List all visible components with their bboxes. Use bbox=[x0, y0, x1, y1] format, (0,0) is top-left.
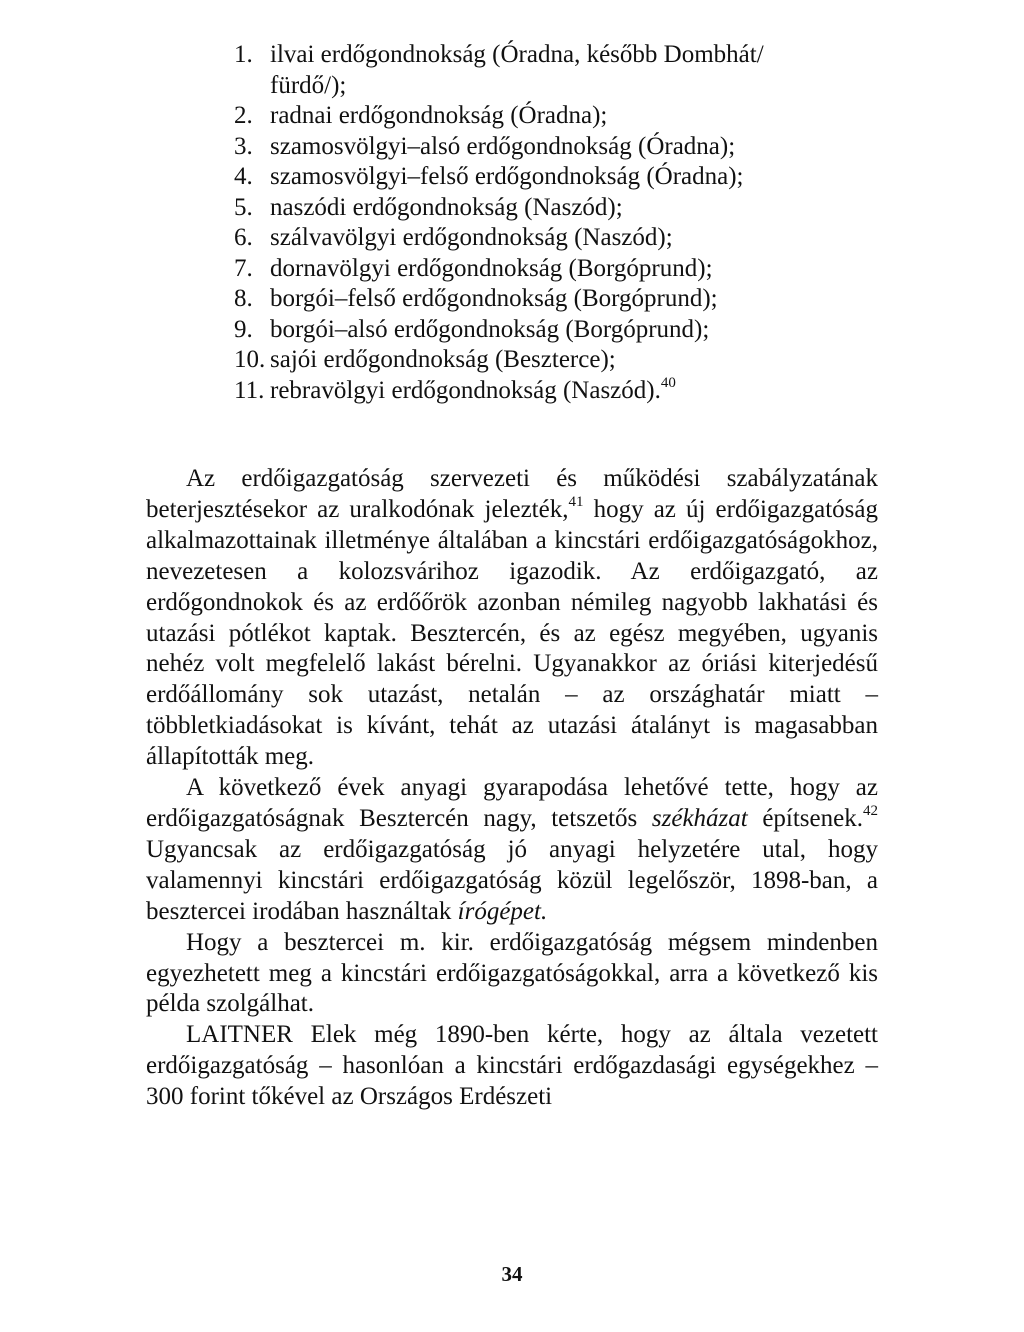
list-item-number: 9. bbox=[234, 315, 253, 343]
footnote-ref-41: 41 bbox=[568, 493, 584, 510]
list-item-text bbox=[270, 376, 878, 407]
paragraph-1 bbox=[146, 464, 878, 773]
list-item bbox=[234, 101, 878, 132]
page-number: 34 bbox=[501, 1262, 523, 1286]
paragraph-2-italic-term-2: írógépet. bbox=[457, 897, 548, 925]
list-item-text: szálvavölgyi erdőgondnokság (Naszód); bbox=[270, 224, 673, 251]
list-item bbox=[234, 40, 878, 101]
list-item-text: radnai erdőgondnokság (Óradna); bbox=[270, 102, 608, 129]
list-item-number: 1. bbox=[234, 41, 253, 68]
list-item-text: szamosvölgyi–alsó erdőgondnokság (Óradna); bbox=[270, 132, 736, 160]
list-item bbox=[234, 223, 878, 254]
list-item-text: szamosvölgyi–felső erdőgondnokság (Óradna); bbox=[270, 163, 744, 190]
paragraph-4: LAITNER Elek még 1890-ben kérte, hogy az általa vezetett erdőigazgatóság – hasonlóan a kincstári erdőgazdasági egységekhez – 300 forint tőkével az Országos Erdészeti bbox=[146, 1021, 878, 1111]
list-item bbox=[234, 254, 878, 285]
body-text bbox=[146, 464, 878, 1113]
paragraph-1-part-b: hogy az új erdőigazgatóság alkalmazottainak illetménye általában a kincstári erdőigazgatóságokhoz, nevezetesen a kolozsvárihoz igazodik. Az erdőigazgató, az erdőgondnokok és az erdőőrök azonban némileg nagyobb lakhatási és utazási pótlékot kaptak. Besztercén, és az egész megyében, ugyanis nehéz volt megfelelő lakást bérelni. Ugyanakkor az óriási kiterjedésű erdőállomány sok utazást, netalán – az országhatár miatt – többletkiadásokat is kívánt, tehát az utazási átalányt is magasabban állapították meg. bbox=[146, 495, 878, 771]
paragraph-1-part-a: Az erdőigazgatóság szervezeti és működési szabályzatának beterjesztésekor az uralkodónak jelezték, bbox=[146, 465, 878, 523]
list-item bbox=[234, 376, 878, 407]
list-item-text: borgói–felső erdőgondnokság (Borgóprund); bbox=[270, 285, 718, 312]
list-item-number: 4. bbox=[234, 163, 253, 190]
list-item bbox=[234, 284, 878, 315]
paragraph-2-part-c: Ugyancsak az erdőigazgatóság jó anyagi helyzetére utal, hogy valamennyi kincstári erdőigazgatóság közül legelőször, 1898-ban, a besztercei irodában használtak bbox=[146, 835, 878, 925]
list-item-number: 10. bbox=[234, 346, 266, 373]
paragraph-2-italic-term-1: székházat bbox=[651, 804, 748, 832]
list-item bbox=[234, 315, 878, 346]
list-item-text-line2: fürdő/); bbox=[270, 71, 347, 99]
forest-district-list bbox=[234, 40, 878, 406]
paragraph-2-part-b: építsenek. bbox=[747, 804, 863, 832]
list-item-number: 6. bbox=[234, 224, 253, 251]
paragraph-3: Hogy a besztercei m. kir. erdőigazgatóság mégsem mindenben egyezhetett meg a kincstári erdőigazgatóságokkal, arra a következő kis példa szolgálhat. bbox=[146, 928, 878, 1018]
document-page bbox=[146, 0, 878, 1332]
list-item-text: dornavölgyi erdőgondnokság (Borgóprund); bbox=[270, 254, 713, 282]
list-item-text bbox=[270, 40, 878, 101]
list-item-text-line1: ilvai erdőgondnokság (Óradna, később Dombhát/ bbox=[270, 41, 764, 68]
list-item bbox=[234, 193, 878, 224]
paragraph-2-part-a: A következő évek anyagi gyarapodása lehetővé tette, hogy az erdőigazgatóságnak Besztercén nagy, tetszetős bbox=[146, 774, 878, 832]
list-item-number: 3. bbox=[234, 132, 253, 160]
list-item-number: 2. bbox=[234, 102, 253, 129]
list-item bbox=[234, 345, 878, 376]
list-item bbox=[234, 132, 878, 163]
footnote-ref-42: 42 bbox=[862, 802, 878, 819]
list-item-text: borgói–alsó erdőgondnokság (Borgóprund); bbox=[270, 315, 710, 343]
list-item-text: naszódi erdőgondnokság (Naszód); bbox=[270, 193, 623, 221]
list-item-number: 11. bbox=[234, 376, 265, 404]
list-item-number: 7. bbox=[234, 254, 253, 282]
list-item-text-main: rebravölgyi erdőgondnokság (Naszód). bbox=[270, 376, 661, 404]
paragraph-2 bbox=[146, 773, 878, 928]
list-item-text: sajói erdőgondnokság (Beszterce); bbox=[270, 346, 616, 373]
footnote-ref-40: 40 bbox=[660, 374, 676, 391]
list-item bbox=[234, 162, 878, 193]
list-item-number: 5. bbox=[234, 193, 253, 221]
list-item-number: 8. bbox=[234, 285, 253, 312]
